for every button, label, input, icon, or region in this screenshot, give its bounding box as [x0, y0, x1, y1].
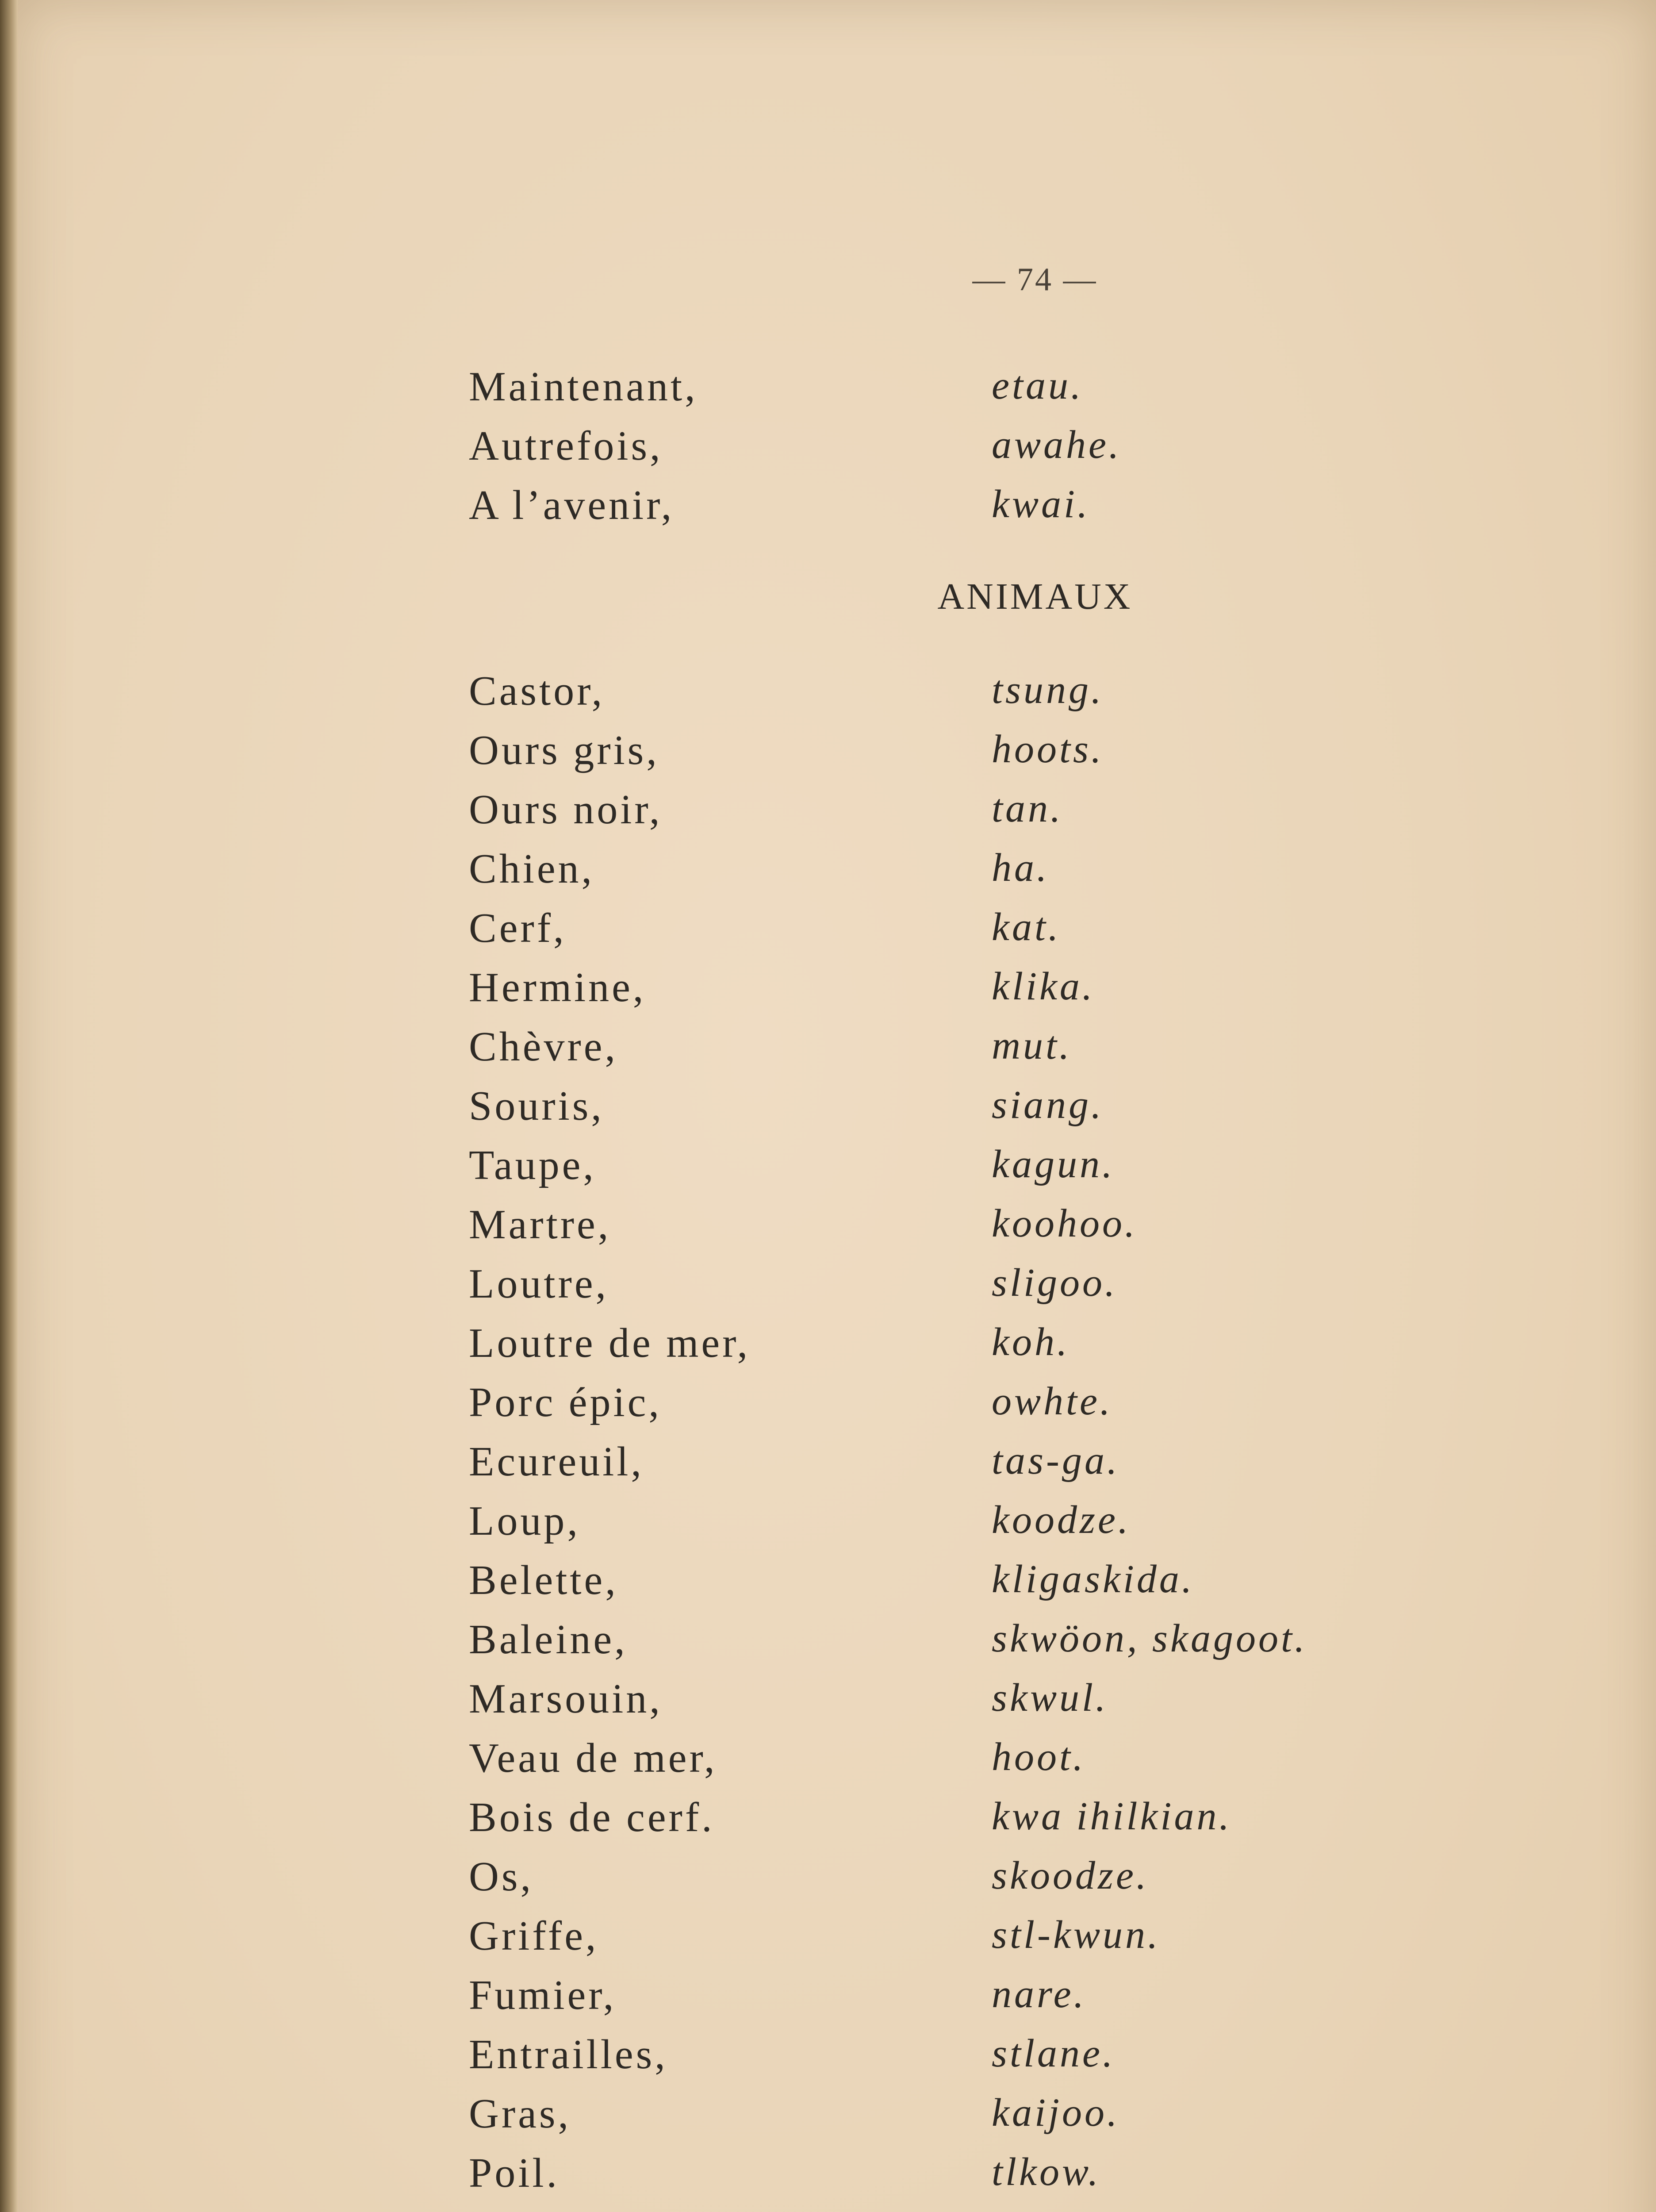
vocab-row: [18, 1379, 1656, 1438]
vocab-row: [18, 786, 1656, 845]
haida-term: tas-ga.: [992, 1439, 1120, 1482]
vocab-row: [18, 2090, 1656, 2149]
vocab-row: [18, 481, 1656, 541]
haida-term: awahe.: [992, 423, 1122, 467]
haida-term: hoots.: [992, 727, 1104, 771]
haida-term: ha.: [992, 846, 1050, 890]
haida-term: tsung.: [992, 668, 1104, 712]
french-term: Poil.: [469, 2150, 560, 2196]
vocab-row: [18, 1319, 1656, 1379]
vocab-row: [18, 726, 1656, 786]
vocab-row: [18, 1082, 1656, 1141]
vocab-row: [18, 667, 1656, 726]
page-binding-edge: [0, 0, 18, 2212]
vocab-row: [18, 1675, 1656, 1734]
vocab-row: [18, 1556, 1656, 1616]
haida-term: skwöon, skagoot.: [992, 1617, 1307, 1660]
french-term: Baleine,: [469, 1617, 628, 1663]
haida-term: etau.: [992, 364, 1084, 407]
section-heading: ANIMAUX: [937, 576, 1133, 617]
french-term: Fumier,: [469, 1972, 617, 2018]
vocab-row: [18, 1912, 1656, 1971]
haida-term: tan.: [992, 787, 1063, 830]
french-term: A l’avenir,: [469, 482, 675, 528]
haida-term: kwai.: [992, 482, 1090, 526]
haida-term: hoot.: [992, 1735, 1086, 1779]
vocab-row: [18, 904, 1656, 964]
haida-term: nare.: [992, 1972, 1087, 2016]
haida-term: skoodze.: [992, 1854, 1149, 1897]
french-term: Veau de mer,: [469, 1735, 717, 1781]
french-term: Entrailles,: [469, 2032, 668, 2078]
haida-term: kagun.: [992, 1142, 1115, 1186]
french-term: Martre,: [469, 1202, 611, 1248]
haida-term: stlane.: [992, 2032, 1116, 2075]
french-term: Hermine,: [469, 964, 646, 1010]
french-term: Souris,: [469, 1083, 604, 1129]
french-term: Chien,: [469, 846, 595, 892]
french-term: Loutre,: [469, 1261, 609, 1307]
vocab-row: [18, 422, 1656, 481]
french-term: Autrefois,: [469, 423, 663, 469]
french-term: Porc épic,: [469, 1379, 662, 1425]
vocab-row: [18, 2149, 1656, 2208]
french-term: Maintenant,: [469, 364, 698, 410]
haida-term: koodze.: [992, 1498, 1131, 1542]
french-term: Chèvre,: [469, 1024, 618, 1070]
french-term: Ecureuil,: [469, 1439, 644, 1485]
haida-term: sligoo.: [992, 1261, 1118, 1305]
vocab-row: [18, 1201, 1656, 1260]
french-term: Taupe,: [469, 1142, 596, 1188]
french-term: Ours noir,: [469, 787, 663, 833]
haida-term: koh.: [992, 1320, 1070, 1364]
french-term: Loutre de mer,: [469, 1320, 751, 1366]
haida-term: kat.: [992, 905, 1061, 949]
french-term: Cerf,: [469, 905, 567, 951]
haida-term: siang.: [992, 1083, 1104, 1127]
french-term: Loup,: [469, 1498, 580, 1544]
vocab-row: [18, 1734, 1656, 1793]
haida-term: kaijoo.: [992, 2091, 1120, 2135]
vocab-row: [18, 363, 1656, 422]
vocab-row: [18, 1260, 1656, 1319]
haida-term: skwul.: [992, 1676, 1108, 1720]
vocab-row: [18, 2031, 1656, 2090]
haida-term: klika.: [992, 964, 1095, 1008]
french-term: Bois de cerf.: [469, 1794, 715, 1840]
french-term: Belette,: [469, 1557, 618, 1603]
vocab-row: [18, 1438, 1656, 1497]
french-term: Gras,: [469, 2091, 571, 2137]
french-term: Castor,: [469, 668, 605, 714]
french-term: Griffe,: [469, 1913, 599, 1959]
vocab-row: [18, 1616, 1656, 1675]
vocab-row: [18, 1141, 1656, 1201]
haida-term: stl-kwun.: [992, 1913, 1161, 1957]
vocab-row: [18, 1023, 1656, 1082]
vocab-row: [18, 1793, 1656, 1853]
vocab-row: [18, 1971, 1656, 2031]
vocab-row: [18, 845, 1656, 904]
haida-term: tlkow.: [992, 2150, 1101, 2194]
vocab-row: [18, 1497, 1656, 1556]
french-term: Os,: [469, 1854, 533, 1900]
haida-term: koohoo.: [992, 1202, 1138, 1245]
french-term: Marsouin,: [469, 1676, 663, 1722]
page-number: — 74 —: [972, 261, 1098, 298]
haida-term: kwa ihilkian.: [992, 1794, 1232, 1838]
book-page: [18, 0, 1656, 2212]
vocab-row: [18, 1853, 1656, 1912]
vocab-row: [18, 964, 1656, 1023]
haida-term: mut.: [992, 1024, 1072, 1068]
haida-term: owhte.: [992, 1379, 1113, 1423]
french-term: Ours gris,: [469, 727, 659, 773]
haida-term: kligaskida.: [992, 1557, 1195, 1601]
